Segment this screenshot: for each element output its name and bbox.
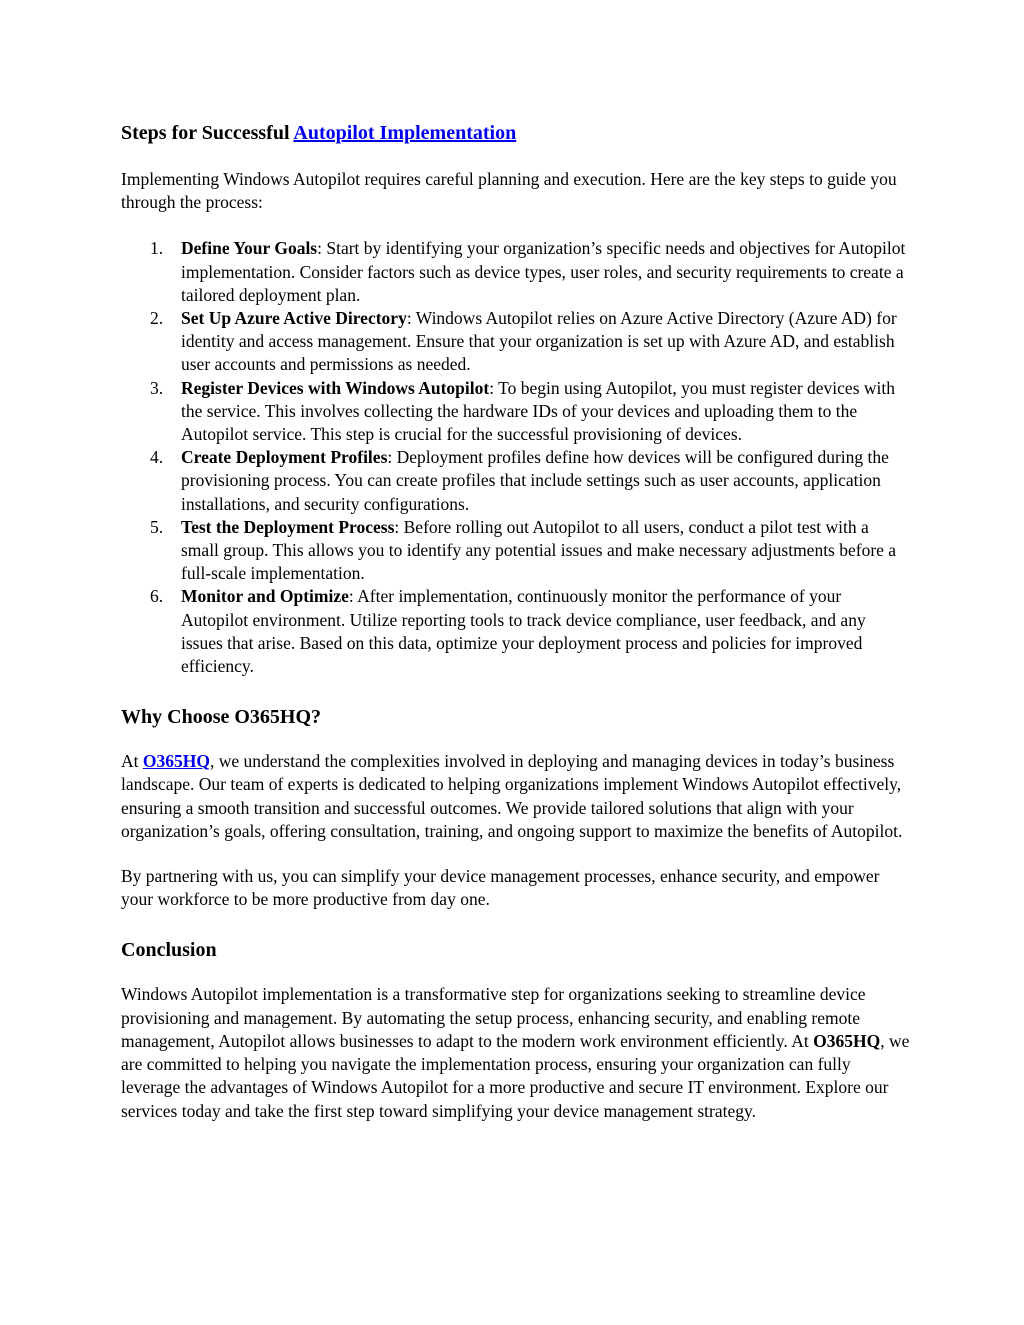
step-text: : To begin using Autopilot, you must register devices with the service. This involves collecting the hardware IDs of your devices and uploading them to the Autopilot service. This step is crucial for the successful provisioning of devices. xyxy=(181,377,895,445)
step-text: : Windows Autopilot relies on Azure Active Directory (Azure AD) for identity and access management. Ensure that your organization is set up with Azure AD, and establish user accounts and permissions as needed. xyxy=(181,308,897,375)
o365hq-bold: O365HQ xyxy=(813,1030,881,1051)
section-heading-why-choose: Why Choose O365HQ? xyxy=(121,706,322,729)
list-item xyxy=(121,516,911,586)
list-number: 4. xyxy=(150,447,164,468)
step-text: : After implementation, continuously monitor the performance of your Autopilot environment. Utilize reporting tools to track device compliance, user feedback, and any issues that arise. Based on this data, optimize your deployment process and policies for improved efficiency. xyxy=(181,586,866,677)
list-item xyxy=(121,307,911,377)
intro-paragraph: Implementing Windows Autopilot requires careful planning and execution. Here are the key steps to guide you through the process: xyxy=(121,169,897,213)
step-title: Monitor and Optimize xyxy=(181,586,349,607)
paragraph-text: At xyxy=(121,751,143,772)
why-choose-paragraph xyxy=(121,750,911,843)
list-item xyxy=(121,446,911,516)
o365hq-link[interactable]: O365HQ xyxy=(142,751,210,772)
list-number: 5. xyxy=(150,516,164,537)
autopilot-implementation-link[interactable]: Autopilot Implementation xyxy=(293,122,517,144)
step-title: Set Up Azure Active Directory xyxy=(181,308,407,329)
section-heading-conclusion: Conclusion xyxy=(121,939,217,962)
section-heading-steps xyxy=(121,118,911,148)
paragraph-text: , we are committed to helping you navigate the implementation process, ensuring your organization can fully leverage the advantages of Windows Autopilot for a more productive and secure IT environment. Explore our services today and take the first step toward simplifying your device management strategy. xyxy=(121,1030,910,1121)
step-text: : Before rolling out Autopilot to all users, conduct a pilot test with a small group. This allows you to identify any potential issues and make necessary adjustments before a full-scale implementation. xyxy=(181,516,897,584)
list-item xyxy=(121,585,911,678)
step-text: : Start by identifying your organization’s specific needs and objectives for Autopilot implementation. Consider factors such as device types, user roles, and security requirements to create a tailored deployment plan. xyxy=(181,238,906,305)
step-title: Test the Deployment Process xyxy=(181,516,395,537)
step-text: : Deployment profiles define how devices will be configured during the provisioning process. You can create profiles that include settings such as user accounts, application installations, and security configurations. xyxy=(181,447,889,514)
list-number: 2. xyxy=(150,308,164,329)
conclusion-paragraph xyxy=(121,983,911,1122)
list-number: 1. xyxy=(150,238,164,259)
list-number: 6. xyxy=(150,586,164,607)
partnering-paragraph: By partnering with us, you can simplify your device management processes, enhance security, and empower your workforce to be more productive from day one. xyxy=(121,866,880,910)
step-title: Create Deployment Profiles xyxy=(181,447,388,468)
paragraph-text: Windows Autopilot implementation is a transformative step for organizations seeking to streamline device provisioning and management. By automating the setup process, enhancing security, and enabling remote management, Autopilot allows businesses to adapt to the modern work environment efficiently. At xyxy=(121,984,866,1051)
heading-text: Steps for Successful xyxy=(121,122,294,144)
list-item xyxy=(121,377,911,447)
step-title: Register Devices with Windows Autopilot xyxy=(181,377,490,398)
step-title: Define Your Goals xyxy=(181,238,318,259)
list-item xyxy=(121,237,911,307)
paragraph-text: , we understand the complexities involved in deploying and managing devices in today’s business landscape. Our team of experts is dedicated to helping organizations implement Windows Autopilot effectively, ensuring a smooth transition and successful outcomes. We provide tailored solutions that align with your organization’s goals, offering consultation, training, and ongoing support to maximize the benefits of Autopilot. xyxy=(121,751,903,841)
list-number: 3. xyxy=(150,377,164,398)
document-page xyxy=(121,118,911,1123)
steps-list xyxy=(121,237,911,678)
